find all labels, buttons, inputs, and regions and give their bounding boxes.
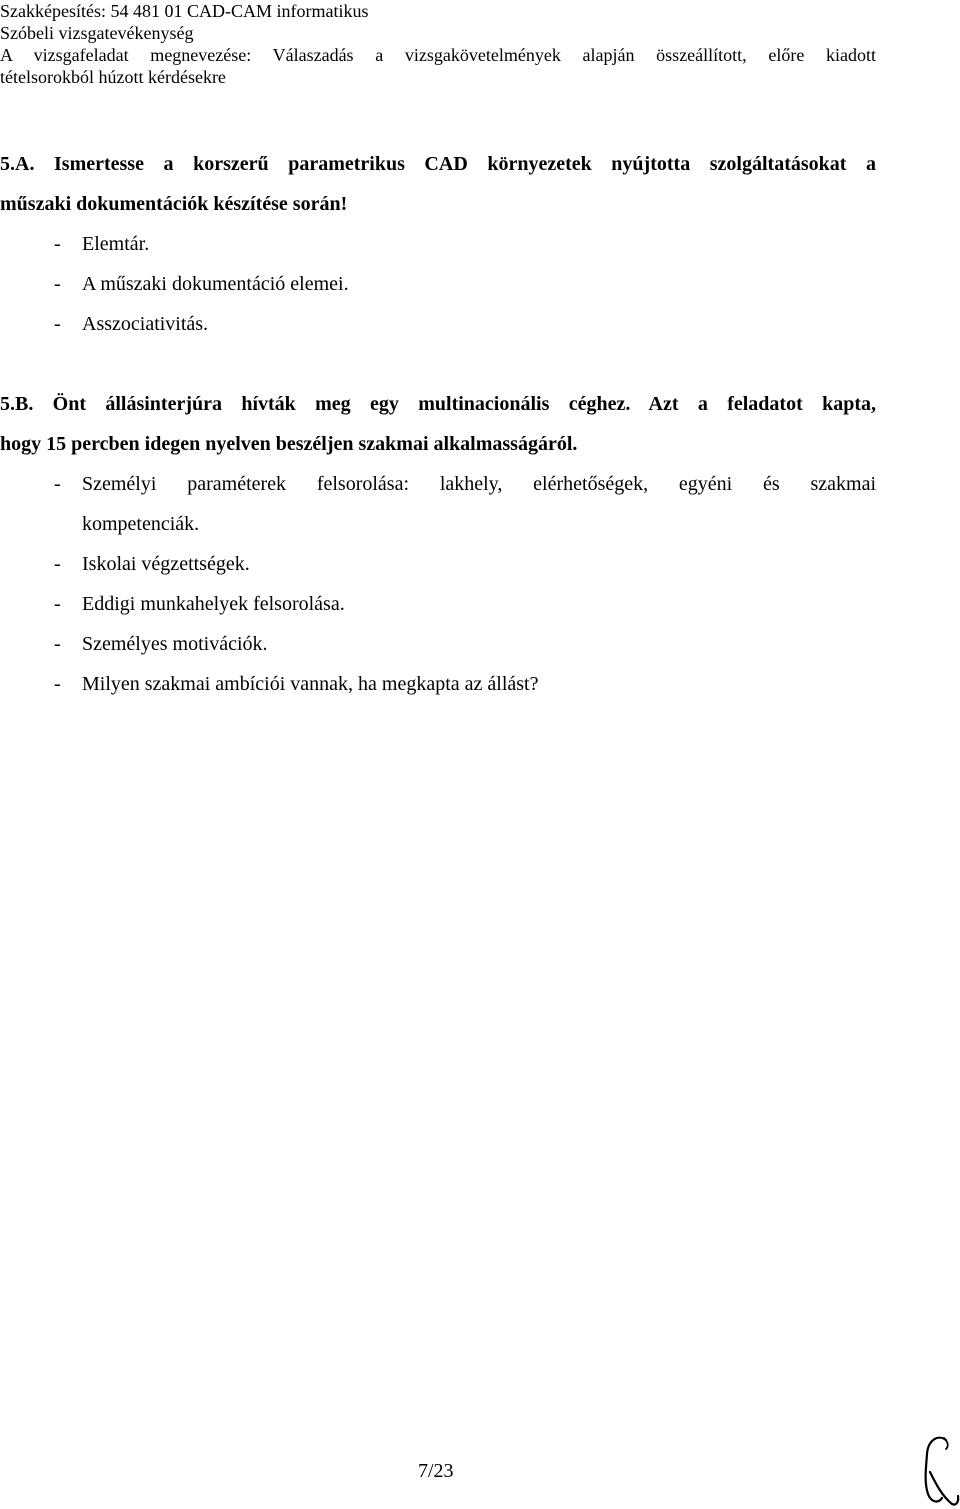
list-item [0, 584, 876, 624]
section-5b-list [0, 464, 876, 704]
header-task-name: A vizsgafeladat megnevezése: Válaszadás a vizsgakövetelmények alapján összeállított, előre kiadott [0, 45, 876, 65]
list-dash: - [54, 313, 61, 335]
list-item-text: Asszociativitás. [82, 313, 209, 335]
list-item-text: Eddigi munkahelyek felsorolása. [82, 593, 345, 615]
list-item-text: Milyen szakmai ambíciói vannak, ha megkapta az állást? [82, 673, 539, 695]
section-5a-title-line1: 5.A. Ismertesse a korszerű parametrikus CAD környezetek nyújtotta szolgáltatásokat a [0, 153, 876, 175]
list-item-text: Elemtár. [82, 233, 150, 255]
list-item [0, 664, 876, 704]
handwritten-signature [918, 1432, 960, 1508]
list-item [0, 624, 876, 664]
list-dash: - [54, 633, 61, 655]
list-item-text: Személyi paraméterek felsorolása: lakhely, elérhetőségek, egyéni és szakmai [82, 473, 876, 495]
list-item [0, 224, 876, 264]
list-dash: - [54, 273, 61, 295]
list-item [0, 304, 876, 344]
list-dash: - [54, 593, 61, 615]
list-item-text: A műszaki dokumentáció elemei. [82, 273, 349, 295]
list-dash: - [54, 473, 61, 495]
list-dash: - [54, 553, 61, 575]
section-5b [0, 384, 876, 704]
section-5a-title-line2: műszaki dokumentációk készítése során! [0, 193, 348, 215]
list-item [0, 544, 876, 584]
section-5a [0, 144, 876, 344]
header-task-name-cont: tételsorokból húzott kérdésekre [0, 67, 226, 87]
list-item-text-cont: kompetenciák. [82, 513, 200, 535]
list-dash: - [54, 233, 61, 255]
list-item [0, 264, 876, 304]
header-qualification: Szakképesítés: 54 481 01 CAD-CAM informatikus [0, 1, 369, 21]
list-item-text: Iskolai végzettségek. [82, 553, 250, 575]
list-item [0, 464, 876, 544]
section-5b-title-line2: hogy 15 percben idegen nyelven beszéljen szakmai alkalmasságáról. [0, 433, 578, 455]
section-5b-title-line1: 5.B. Önt állásinterjúra hívták meg egy multinacionális céghez. Azt a feladatot kapta, [0, 393, 876, 415]
list-dash: - [54, 673, 61, 695]
section-5b-title [0, 384, 876, 464]
section-5a-list [0, 224, 876, 344]
page-number: 7/23 [418, 1460, 454, 1482]
header-exam-type: Szóbeli vizsgatevékenység [0, 23, 194, 43]
list-item-text: Személyes motivációk. [82, 633, 268, 655]
section-5a-title [0, 144, 876, 224]
page-header [0, 0, 876, 88]
